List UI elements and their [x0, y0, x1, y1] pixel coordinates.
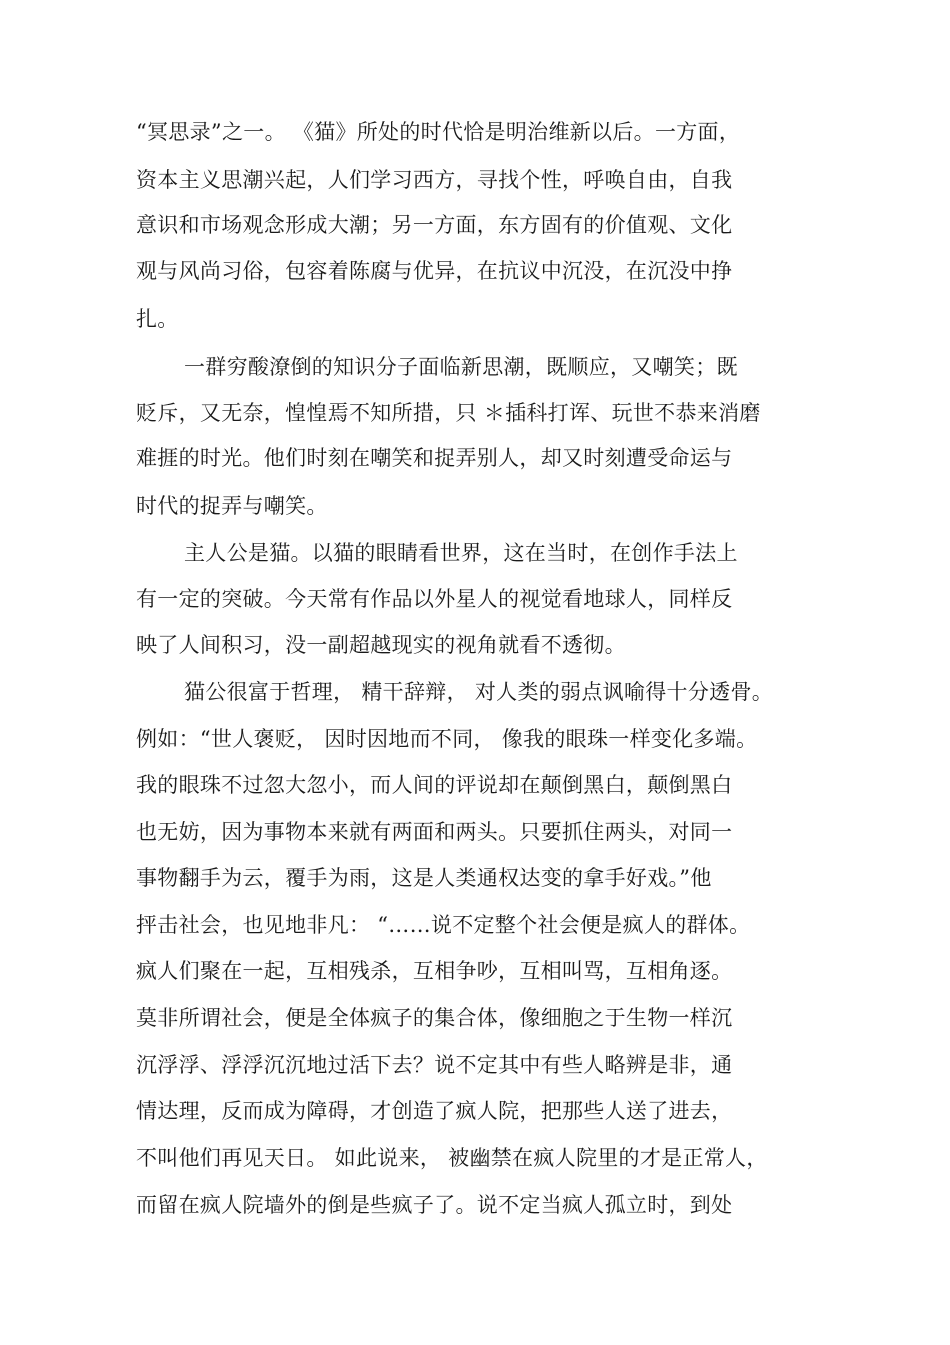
- text-line: 不叫他们再见天日。 如此说来， 被幽禁在疯人院里的才是正常人，: [136, 1146, 768, 1170]
- text-line: 难捱的时光。他们时刻在嘲笑和捉弄别人，却又时刻遭受命运与: [136, 446, 733, 470]
- text-line: 而留在疯人院墙外的倒是些疯子了。说不定当疯人孤立时，到处: [136, 1193, 733, 1217]
- text-line: 映了人间积习，没一副超越现实的视角就看不透彻。: [136, 633, 626, 657]
- text-line: 也无妨，因为事物本来就有两面和两头。只要抓住两头，对同一: [136, 820, 733, 844]
- text-line: 贬斥，又无奈，惶惶焉不知所措，只 ＊插科打诨、玩世不恭来消磨: [136, 401, 761, 425]
- text-line: 意识和市场观念形成大潮；另一方面，东方固有的价值观、文化: [136, 213, 733, 237]
- text-line: 沉浮浮、浮浮沉沉地过活下去？说不定其中有些人略辨是非，通: [136, 1053, 733, 1077]
- text-line: 事物翻手为云，覆手为雨，这是人类通权达变的拿手好戏。”他: [136, 866, 712, 890]
- text-line: 我的眼珠不过忽大忽小，而人间的评说却在颠倒黑白，颠倒黑白: [136, 773, 733, 797]
- text-line: 一群穷酸潦倒的知识分子面临新思潮，既顺应，又嘲笑；既: [184, 355, 738, 379]
- text-line: 扎。: [136, 307, 179, 331]
- text-line: 情达理，反而成为障碍，才创造了疯人院，把那些人送了进去，: [136, 1099, 733, 1123]
- text-line: 资本主义思潮兴起，人们学习西方，寻找个性，呼唤自由，自我: [136, 168, 733, 192]
- text-line: 观与风尚习俗，包容着陈腐与优异，在抗议中沉没，在沉没中挣: [136, 259, 733, 283]
- text-line: 时代的捉弄与嘲笑。: [136, 494, 328, 518]
- text-line: “冥思录”之一。 《猫》所处的时代恰是明治维新以后。一方面，: [136, 120, 741, 144]
- text-line: 猫公很富于哲理， 精干辞辩， 对人类的弱点讽喻得十分透骨。: [184, 680, 774, 704]
- text-line: 有一定的突破。今天常有作品以外星人的视觉看地球人，同样反: [136, 587, 733, 611]
- text-line: 主人公是猫。以猫的眼睛看世界，这在当时，在创作手法上: [184, 541, 738, 565]
- text-line: 例如：“世人褒贬， 因时因地而不同， 像我的眼珠一样变化多端。: [136, 727, 758, 751]
- text-line: 莫非所谓社会，便是全体疯子的集合体，像细胞之于生物一样沉: [136, 1006, 733, 1030]
- text-line: 抨击社会，也见地非凡： “……说不定整个社会便是疯人的群体。: [136, 913, 751, 937]
- text-line: 疯人们聚在一起，互相残杀，互相争吵，互相叫骂，互相角逐。: [136, 959, 733, 983]
